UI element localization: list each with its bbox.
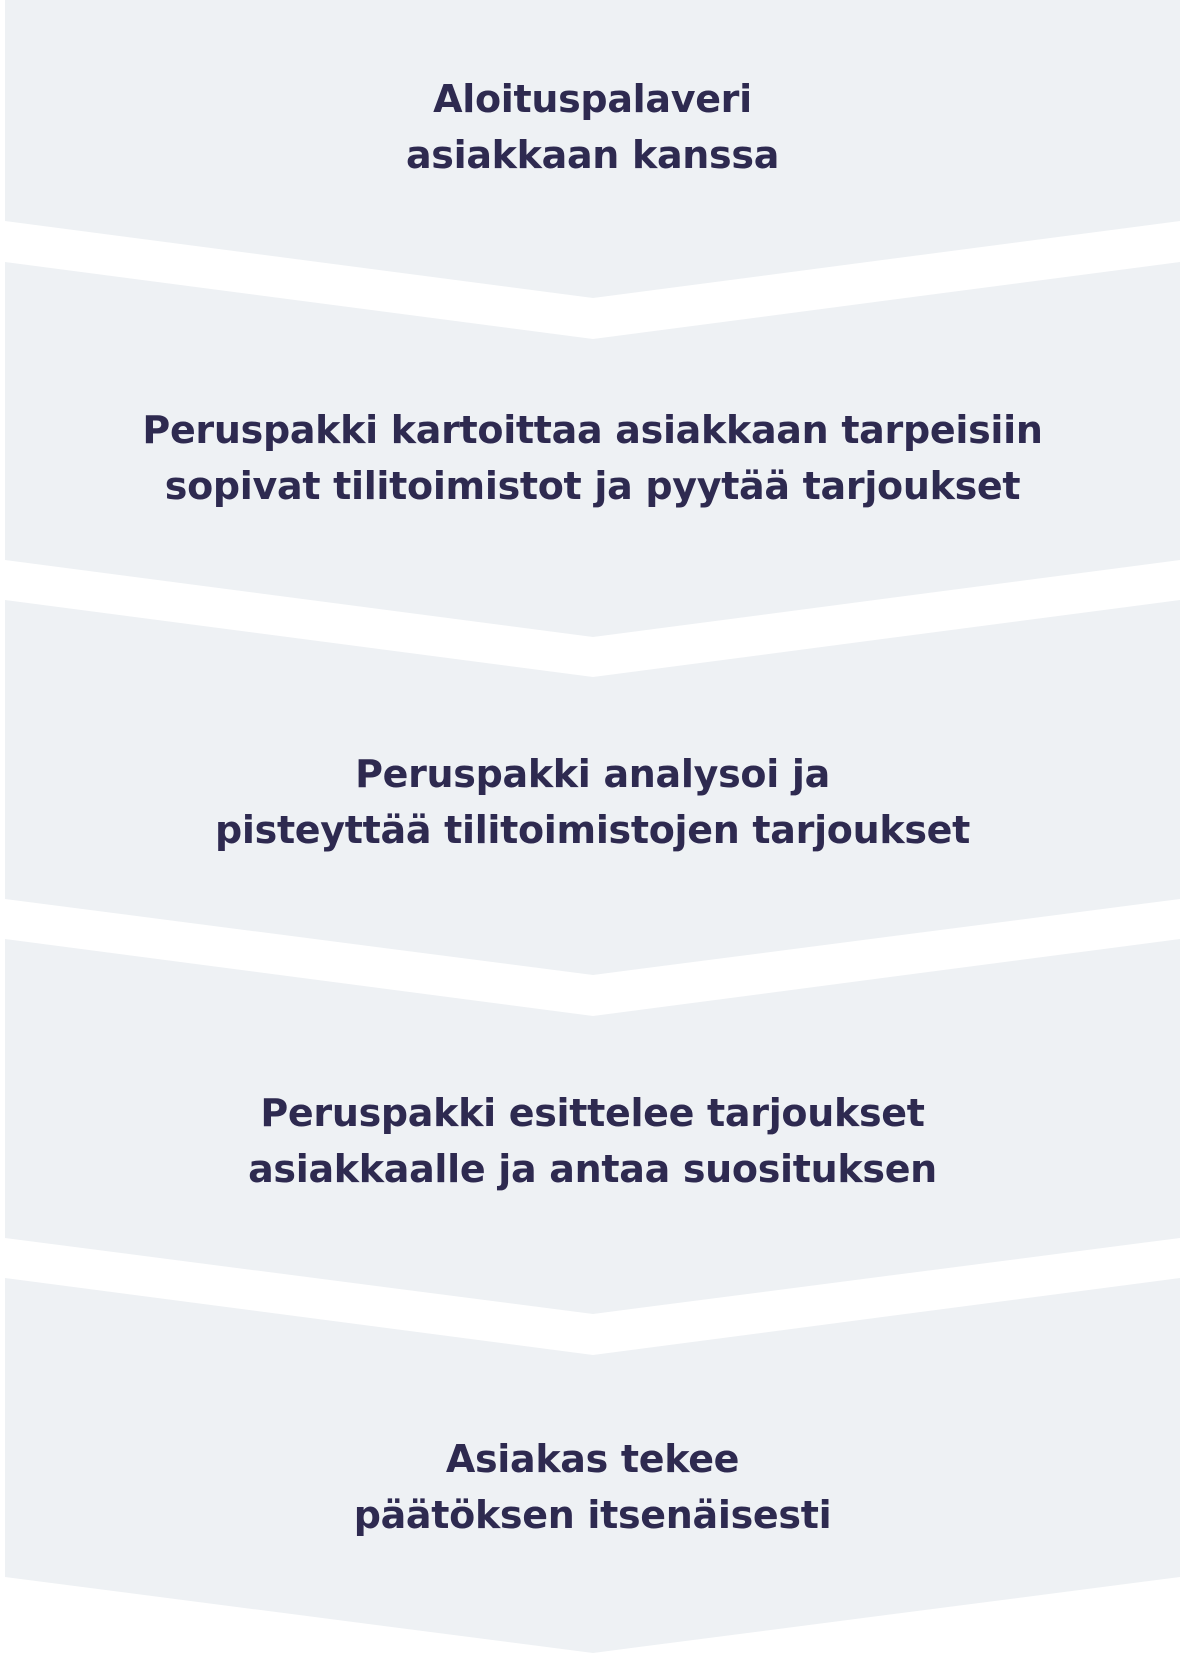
step-3-label <box>5 746 1180 858</box>
step-1-label <box>5 71 1180 183</box>
step-1-line-1: Aloituspalaveri <box>433 77 752 121</box>
step-4-line-2: asiakkaalle ja antaa suosituksen <box>248 1147 937 1191</box>
step-5-line-2: päätöksen itsenäisesti <box>353 1493 832 1537</box>
step-2-line-1: Peruspakki kartoittaa asiakkaan tarpeisiin <box>142 408 1043 452</box>
step-4-label <box>5 1085 1180 1197</box>
step-2-label <box>5 402 1180 514</box>
step-1-line-2: asiakkaan kanssa <box>405 133 780 177</box>
step-3-line-1: Peruspakki analysoi ja <box>355 752 830 796</box>
step-5-label <box>5 1431 1180 1543</box>
step-5-line-1: Asiakas tekee <box>445 1437 740 1481</box>
step-3-line-2: pisteyttää tilitoimistojen tarjoukset <box>215 808 970 852</box>
step-2-line-2: sopivat tilitoimistot ja pyytää tarjoukset <box>164 464 1021 508</box>
step-4-line-1: Peruspakki esittelee tarjoukset <box>260 1091 925 1135</box>
